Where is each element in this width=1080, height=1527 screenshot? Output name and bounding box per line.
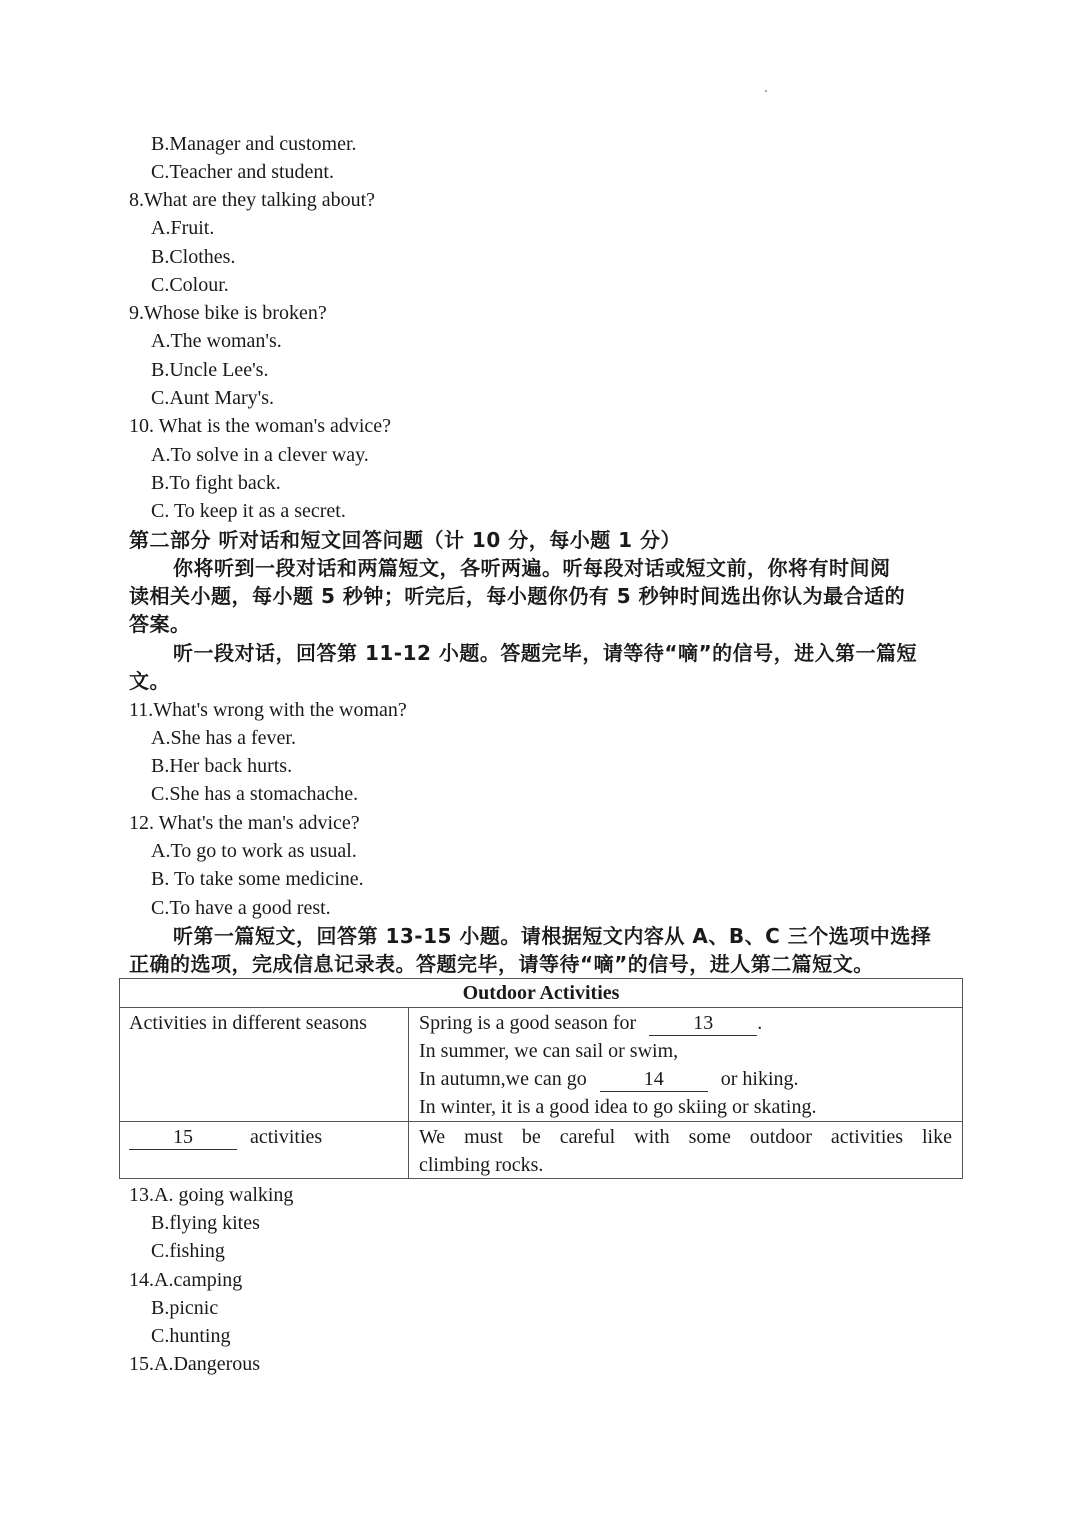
q11-question: 11.What's wrong with the woman? xyxy=(129,699,407,721)
q13-option-c: C.fishing xyxy=(151,1240,225,1262)
row1-spring xyxy=(419,1009,762,1037)
row1-spring-text: Spring is a good season for xyxy=(419,1012,637,1034)
part2-instruction-line2: 读相关小题，每小题 5 秒钟；听完后，每小题你仍有 5 秒钟时间选出你认为最合适的 xyxy=(129,584,906,608)
q8-option-a: A.Fruit. xyxy=(151,217,215,239)
table-title: Outdoor Activities xyxy=(462,982,620,1004)
passage1-instruction-line2: 正确的选项，完成信息记录表。答题完毕，请等待“嘀”的信号，进人第二篇短文。 xyxy=(129,952,874,976)
row2-label-text: activities xyxy=(250,1126,323,1148)
q12-option-c: C.To have a good rest. xyxy=(151,897,331,919)
row2-label xyxy=(129,1123,322,1151)
q11-option-b: B.Her back hurts. xyxy=(151,755,293,777)
q11-option-a: A.She has a fever. xyxy=(151,727,296,749)
q8-option-b: B.Clothes. xyxy=(151,246,236,268)
part2-instruction-line1: 你将听到一段对话和两篇短文，各听两遍。听每段对话或短文前，你将有时间阅 xyxy=(173,556,891,580)
part2-heading: 第二部分 听对话和短文回答问题（计 10 分，每小题 1 分） xyxy=(129,528,682,552)
q8-question: 8.What are they talking about? xyxy=(129,189,376,211)
blank-15: 15 xyxy=(129,1125,237,1150)
q10-option-b: B.To fight back. xyxy=(151,472,281,494)
q15-question: 15.A.Dangerous xyxy=(129,1353,261,1375)
row1-label: Activities in different seasons xyxy=(129,1012,367,1034)
q8-option-c: C.Colour. xyxy=(151,274,229,296)
table-border-right xyxy=(962,978,963,1179)
part2-instruction-line3: 答案。 xyxy=(129,612,191,636)
table-border-mid xyxy=(119,1121,963,1122)
q11-option-c: C.She has a stomachache. xyxy=(151,783,359,805)
blank-14: 14 xyxy=(600,1067,708,1092)
q12-option-b: B. To take some medicine. xyxy=(151,868,364,890)
row1-autumn xyxy=(419,1065,799,1093)
row1-spring-end: . xyxy=(757,1012,763,1034)
scan-speck xyxy=(765,90,767,92)
row1-winter: In winter, it is a good idea to go skiing or skating. xyxy=(419,1096,817,1118)
q13-question: 13.A. going walking xyxy=(129,1184,294,1206)
row1-autumn-end: or hiking. xyxy=(720,1068,799,1090)
q10-option-c: C. To keep it as a secret. xyxy=(151,500,346,522)
q12-question: 12. What's the man's advice? xyxy=(129,812,360,834)
passage1-instruction-line1: 听第一篇短文，回答第 13-15 小题。请根据短文内容从 A、B、C 三个选项中选择 xyxy=(173,924,932,948)
row2-text-line1: We must be careful with some outdoor activities like xyxy=(419,1126,952,1148)
table-border-title xyxy=(119,1007,963,1008)
q13-option-b: B.flying kites xyxy=(151,1212,260,1234)
q14-option-b: B.picnic xyxy=(151,1297,219,1319)
q9-option-b: B.Uncle Lee's. xyxy=(151,359,269,381)
q12-option-a: A.To go to work as usual. xyxy=(151,840,357,862)
q7-option-b: B.Manager and customer. xyxy=(151,133,357,155)
blank-13: 13 xyxy=(649,1011,757,1036)
q9-option-a: A.The woman's. xyxy=(151,330,282,352)
q14-option-c: C.hunting xyxy=(151,1325,231,1347)
row1-autumn-text: In autumn,we can go xyxy=(419,1068,587,1090)
dialog-instruction-line2: 文。 xyxy=(129,669,170,693)
q7-option-c: C.Teacher and student. xyxy=(151,161,334,183)
q10-option-a: A.To solve in a clever way. xyxy=(151,444,369,466)
outdoor-activities-table xyxy=(119,978,963,1179)
q10-question: 10. What is the woman's advice? xyxy=(129,415,392,437)
q9-option-c: C.Aunt Mary's. xyxy=(151,387,275,409)
row2-text-line2: climbing rocks. xyxy=(419,1154,544,1176)
table-border-left xyxy=(119,978,120,1179)
q9-question: 9.Whose bike is broken? xyxy=(129,302,327,324)
dialog-instruction-line1: 听一段对话，回答第 11-12 小题。答题完毕，请等待“嘀”的信号，进入第一篇短 xyxy=(173,641,918,665)
table-border-column xyxy=(408,1007,409,1179)
q14-question: 14.A.camping xyxy=(129,1269,243,1291)
row1-summer: In summer, we can sail or swim, xyxy=(419,1040,679,1062)
